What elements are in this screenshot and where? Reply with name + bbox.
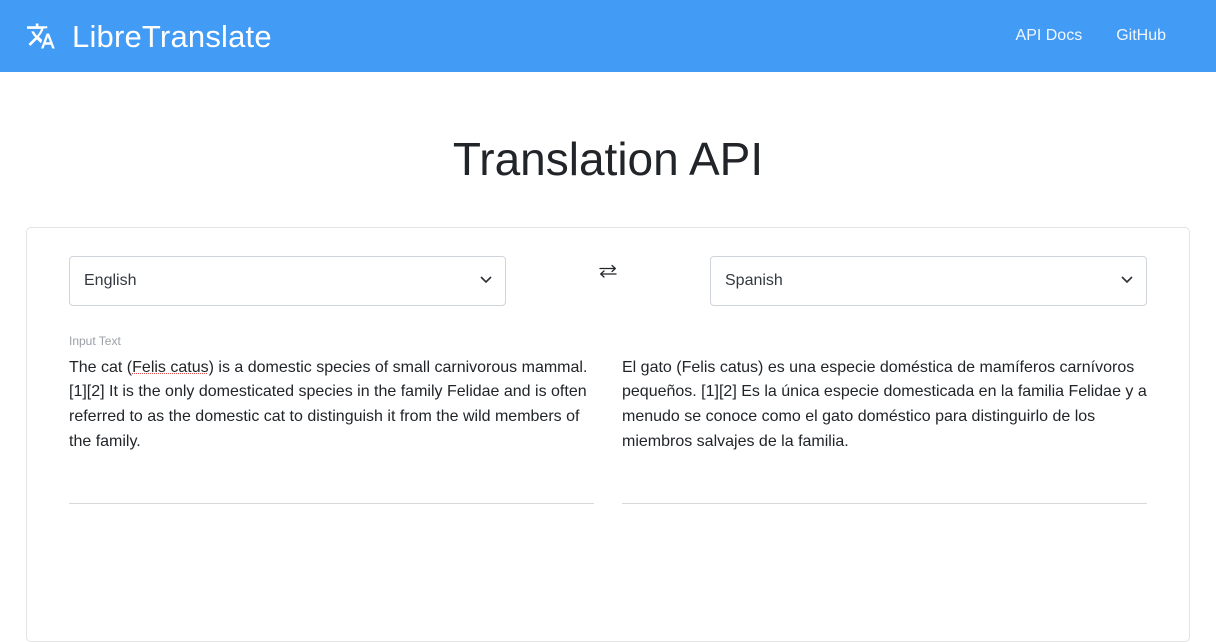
source-language-select-wrapper [69,256,506,306]
target-pane [622,334,1152,504]
source-pane [69,334,594,504]
source-text-input[interactable] [69,356,594,504]
language-selectors [69,256,1147,306]
nav-link-github[interactable]: GitHub [1116,27,1166,44]
swap-languages-button[interactable] [597,263,619,283]
source-text-misspelled: Felis catus [132,358,209,376]
source-text-segment-2: ) is a domestic species of small carnivorous mammal.[1][2] It is the only domesticated species in the family Felidae and is often referred to as the domestic cat to distinguish it from the wild members of the family. [69,358,592,450]
target-language-select-wrapper [710,256,1147,306]
translate-icon [24,19,58,53]
target-language-select[interactable] [710,256,1147,306]
brand-logo-link[interactable] [24,19,272,53]
target-text-output[interactable]: El gato (Felis catus) es una especie doméstica de mamíferos carnívoros pequeños. [1][2] Es la única especie domesticada en la familia Felidae y a menudo se conoce como el gato doméstico para distinguirlo de los miembros salvajes de la familia. [622,356,1147,504]
source-text-segment-1: The cat ( [69,358,133,376]
brand-title: LibreTranslate [72,18,272,54]
page-title: Translation API [452,133,764,185]
swap-arrows-icon [597,262,619,284]
translation-card [26,227,1190,642]
source-language-select[interactable] [69,256,506,306]
nav-link-api-docs[interactable]: API Docs [1015,27,1083,44]
nav-links [1016,27,1192,45]
swap-languages-wrapper [506,271,710,291]
text-panes [69,333,1152,504]
navbar [0,0,1216,72]
input-text-label: Input Text [69,333,121,348]
